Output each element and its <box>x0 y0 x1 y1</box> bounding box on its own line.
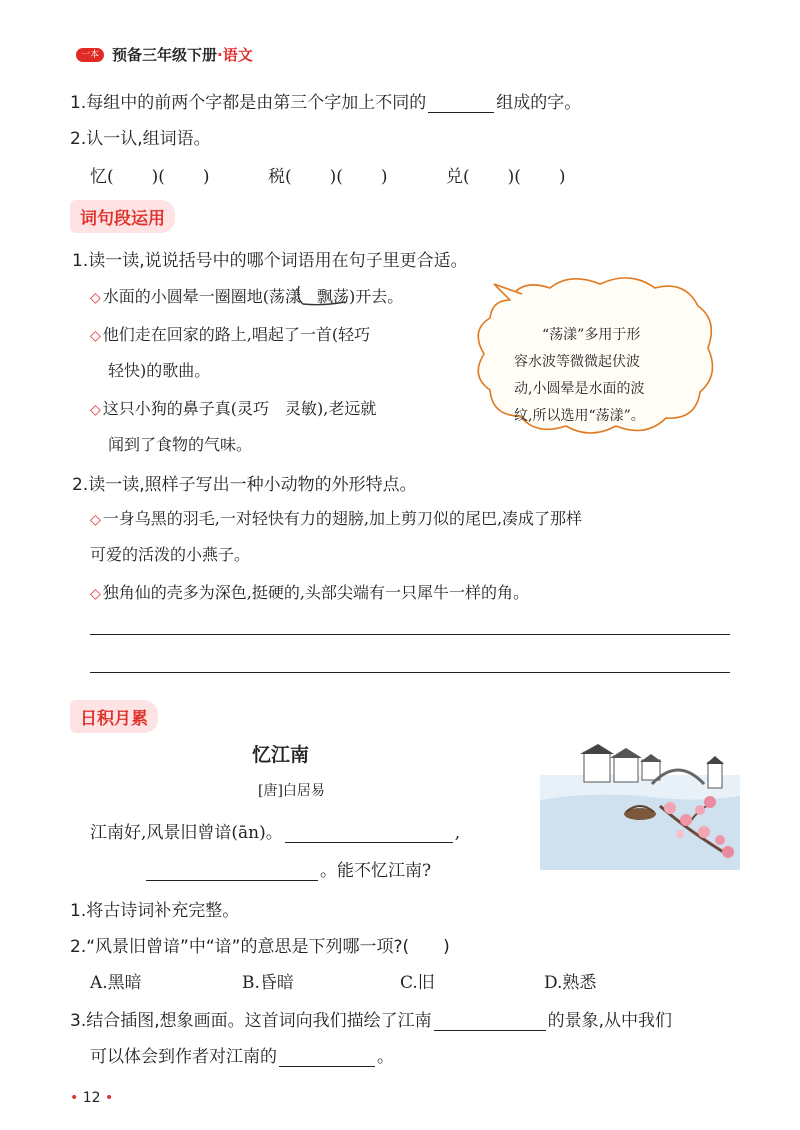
paren: ( <box>285 167 292 187</box>
q3-text: 。 <box>377 1047 394 1067</box>
diamond-bullet-icon: ◇ <box>90 328 101 344</box>
paren: ) <box>380 167 388 187</box>
hint-text <box>514 322 694 430</box>
header-separator: · <box>217 46 223 64</box>
hint-line: 动,小圆晕是水面的波 <box>514 381 645 397</box>
paren: ) <box>202 167 210 187</box>
jiangnan-illustration <box>540 740 740 870</box>
section-tag-word-usage: 词句段运用 <box>70 200 175 233</box>
option-c[interactable]: C.旧 <box>400 973 435 993</box>
writing-line[interactable] <box>90 672 730 673</box>
paren: ( <box>336 167 343 187</box>
example-line-1 <box>90 506 582 529</box>
sentence-3-line-2: 闻到了食物的气味。 <box>108 435 253 454</box>
section2-question-3-line-1 <box>70 1006 672 1031</box>
answer-blank[interactable] <box>434 1012 546 1031</box>
page-number-text: 12 <box>82 1090 101 1106</box>
char-group-1 <box>90 162 210 187</box>
diamond-bullet-icon: ◇ <box>90 402 101 418</box>
paren: ( <box>158 167 165 187</box>
section2-question-3-line-2 <box>90 1042 394 1067</box>
paren: ( <box>107 167 114 187</box>
paren: ( <box>463 167 470 187</box>
diamond-bullet-icon: ◇ <box>90 512 101 528</box>
question-top-2: 2.认一认,组词语。 <box>70 129 211 149</box>
char-item: 税 <box>268 167 285 187</box>
char-group-3 <box>446 162 566 187</box>
paren: ( <box>514 167 521 187</box>
option-b[interactable]: B.昏暗 <box>242 973 294 993</box>
q1-prefix: 1.每组中的前两个字都是由第三个字加上不同的 <box>70 93 427 113</box>
option-a[interactable]: A.黑暗 <box>90 973 142 993</box>
diamond-bullet-icon: ◇ <box>90 290 101 306</box>
paren: ) <box>558 167 566 187</box>
paren: ) <box>151 167 159 187</box>
paren: ) <box>329 167 337 187</box>
q3-text: 的景象,从中我们 <box>547 1011 673 1031</box>
subject-label: 语文 <box>222 46 253 64</box>
book-title: 预备三年级下册 <box>112 46 218 64</box>
example-text: 一身乌黑的羽毛,一对轻快有力的翅膀,加上剪刀似的尾巴,凑成了那样 <box>102 509 583 528</box>
sentence-2-line-2: 轻快)的歌曲。 <box>108 361 211 380</box>
section-tag-daily-accumulation: 日积月累 <box>70 700 158 733</box>
poem-text: 。能不忆江南? <box>320 861 432 881</box>
sentence-3-line-1 <box>90 396 376 419</box>
page-header <box>112 44 253 65</box>
poem-author: [唐]白居易 <box>258 783 325 799</box>
poem-line-1 <box>90 818 460 843</box>
q3-text: 可以体会到作者对江南的 <box>90 1047 277 1067</box>
dot-icon: • <box>105 1090 114 1106</box>
q1-suffix: 组成的字。 <box>496 93 582 113</box>
hint-line: 容水波等微微起伏波 <box>514 354 640 370</box>
section2-question-2: 2.“风景旧曾谙”中“谙”的意思是下列哪一项?( ) <box>70 937 450 957</box>
poem-line-2 <box>144 856 431 881</box>
option-d[interactable]: D.熟悉 <box>544 973 597 993</box>
hint-line: “荡漾”多用于形 <box>542 327 641 343</box>
paren: ) <box>507 167 515 187</box>
poem-comma: , <box>454 823 461 843</box>
poem-blank[interactable] <box>146 862 318 881</box>
char-item: 忆 <box>90 167 107 187</box>
sentence-text: 这只小狗的鼻子真(灵巧 灵敏),老远就 <box>102 399 377 418</box>
hint-line: 纹,所以选用“荡漾”。 <box>514 408 645 424</box>
sentence-2-line-1 <box>90 322 370 345</box>
diamond-bullet-icon: ◇ <box>90 586 101 602</box>
section1-question-2: 2.读一读,照样子写出一种小动物的外形特点。 <box>72 475 417 495</box>
sentence-1 <box>90 284 403 307</box>
writing-line[interactable] <box>90 634 730 635</box>
prompt-text: 独角仙的壳多为深色,挺硬的,头部尖端有一只犀牛一样的角。 <box>102 583 529 602</box>
handwritten-mark-icon <box>295 280 350 308</box>
answer-blank[interactable] <box>279 1048 375 1067</box>
page-number <box>70 1090 113 1106</box>
q3-text: 3.结合插图,想象画面。这首词向我们描绘了江南 <box>70 1011 432 1031</box>
example-line-2: 可爱的活泼的小燕子。 <box>90 545 251 564</box>
brand-logo: 一本 <box>76 48 104 62</box>
char-group-2 <box>268 162 388 187</box>
sentence-text: 水面的小圆晕一圈圈地(荡漾 飘荡)开去。 <box>102 287 404 306</box>
poem-title: 忆江南 <box>252 744 310 766</box>
section2-question-1: 1.将古诗词补充完整。 <box>70 901 240 921</box>
question-top-1 <box>70 88 581 113</box>
sentence-text: 他们走在回家的路上,唱起了一首(轻巧 <box>102 325 371 344</box>
char-item: 兑 <box>446 167 463 187</box>
dot-icon: • <box>70 1090 79 1106</box>
poem-text: 江南好,风景旧曾谙(ān)。 <box>90 823 283 843</box>
answer-blank[interactable] <box>428 94 494 113</box>
prompt-line <box>90 580 529 603</box>
section1-question-1: 1.读一读,说说括号中的哪个词语用在句子里更合适。 <box>72 251 468 271</box>
poem-blank[interactable] <box>285 824 453 843</box>
